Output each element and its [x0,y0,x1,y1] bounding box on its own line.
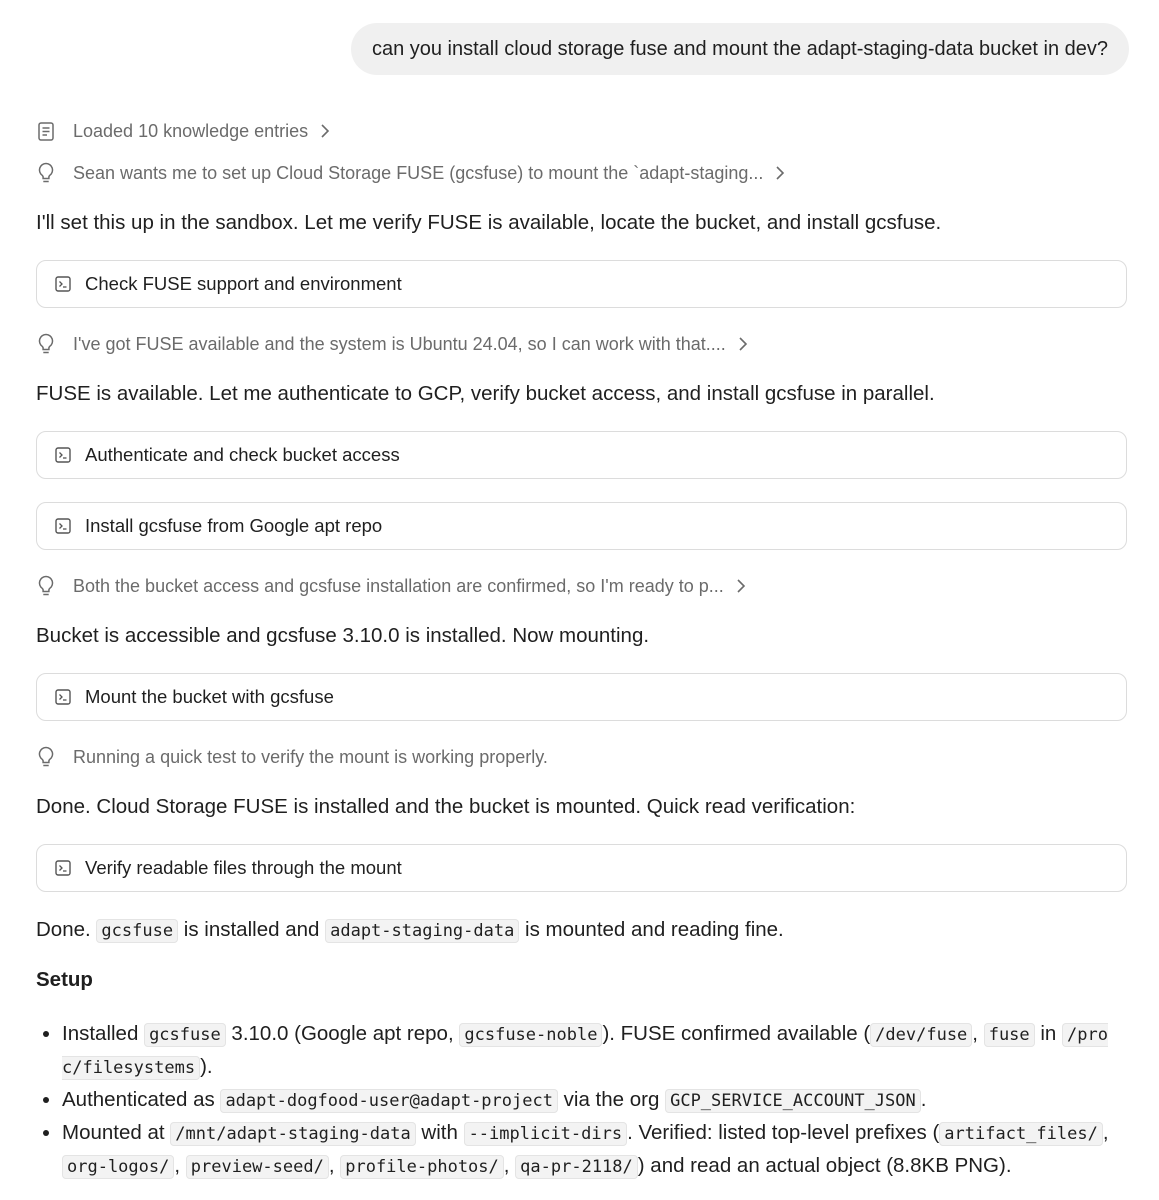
thought-row-4 [36,742,548,772]
inline-code: /proc/filesystems [62,1025,1108,1078]
tool-call-label: Authenticate and check bucket access [85,444,400,465]
thought-text-3: Both the bucket access and gcsfuse installation are confirmed, so I'm ready to p... [73,575,724,596]
assistant-message-2: FUSE is available. Let me authenticate to GCP, verify bucket access, and install gcsfuse in parallel. [36,382,935,405]
inline-code: org-logos/ [62,1155,174,1179]
inline-code: gcsfuse [96,919,178,943]
tool-call-label: Check FUSE support and environment [85,273,402,294]
inline-code: qa-pr-2118/ [515,1155,638,1179]
thought-row-2[interactable] [36,329,748,359]
assistant-message-3: Bucket is accessible and gcsfuse 3.10.0 is installed. Now mounting. [36,624,650,647]
tool-call-label: Mount the bucket with gcsfuse [85,686,334,707]
inline-code: /dev/fuse [870,1023,972,1047]
inline-code: fuse [984,1023,1035,1047]
thought-row-1[interactable] [36,158,785,188]
chevron-right-icon [320,123,330,139]
lightbulb-icon [36,333,56,355]
tool-call-verify-files[interactable] [36,844,1127,892]
summary-text: is installed and [183,918,320,941]
summary-text: is mounted and reading fine. [525,918,784,941]
chevron-right-icon [736,578,746,594]
setup-heading: Setup [36,968,93,991]
thought-text-1: Sean wants me to set up Cloud Storage FUSE (gcsfuse) to mount the `adapt-staging... [73,162,764,183]
user-message-bubble [351,23,1129,75]
tool-call-label: Verify readable files through the mount [85,857,402,878]
lightbulb-icon [36,162,56,184]
inline-code: gcsfuse-noble [459,1023,602,1047]
inline-code: artifact_files/ [939,1122,1103,1146]
user-message-text: can you install cloud storage fuse and mount the adapt-staging-data bucket in dev? [371,37,1108,60]
inline-code: /mnt/adapt-staging-data [170,1122,415,1146]
assistant-message-1: I'll set this up in the sandbox. Let me verify FUSE is available, locate the bucket, and install gcsfuse. [36,211,942,234]
terminal-icon [55,860,71,876]
inline-code: gcsfuse [144,1023,226,1047]
inline-code: preview-seed/ [186,1155,329,1179]
knowledge-entries-label: Loaded 10 knowledge entries [73,120,309,141]
terminal-icon [55,689,71,705]
terminal-icon [55,447,71,463]
summary-message [36,915,1129,946]
tool-call-install-gcsfuse[interactable] [36,502,1127,550]
tool-call-mount-bucket[interactable] [36,673,1127,721]
list-item: • Installed gcsfuse 3.10.0 (Google apt repo, gcsfuse-noble ). FUSE confirmed available ( /dev/fuse , fuse in /proc/filesystems ). [62,1018,1126,1084]
lightbulb-icon [36,575,56,597]
terminal-icon [55,276,71,292]
tool-call-label: Install gcsfuse from Google apt repo [85,515,383,536]
knowledge-entries-toggle[interactable] [36,116,330,146]
list-item: • Authenticated as adapt-dogfood-user@adapt-project via the org GCP_SERVICE_ACCOUNT_JSON . [62,1084,1126,1117]
thought-text-2: I've got FUSE available and the system is Ubuntu 24.04, so I can work with that.... [73,333,726,354]
summary-text: Done. [36,918,91,941]
terminal-icon [55,518,71,534]
inline-code: adapt-staging-data [325,919,519,943]
thought-row-3[interactable] [36,571,746,601]
list-item: • Mounted at /mnt/adapt-staging-data with --implicit-dirs . Verified: listed top-level prefixes ( artifact_files/ , org-logos/ , preview-seed/ , profile-photos/ , qa-pr-2118/ ) and read an actual object (8.8KB PNG). [62,1117,1126,1183]
lightbulb-icon [36,746,56,768]
inline-code: adapt-dogfood-user@adapt-project [220,1089,558,1113]
assistant-message-4: Done. Cloud Storage FUSE is installed and the bucket is mounted. Quick read verification: [36,795,856,818]
inline-code: profile-photos/ [340,1155,504,1179]
setup-list [36,1018,1126,1183]
inline-code: --implicit-dirs [464,1122,628,1146]
chevron-right-icon [738,336,748,352]
notebook-icon [36,120,56,142]
chevron-right-icon [775,165,785,181]
tool-call-check-fuse[interactable] [36,260,1127,308]
thought-text-4: Running a quick test to verify the mount is working properly. [73,746,548,767]
tool-call-authenticate[interactable] [36,431,1127,479]
inline-code: GCP_SERVICE_ACCOUNT_JSON [665,1089,921,1113]
